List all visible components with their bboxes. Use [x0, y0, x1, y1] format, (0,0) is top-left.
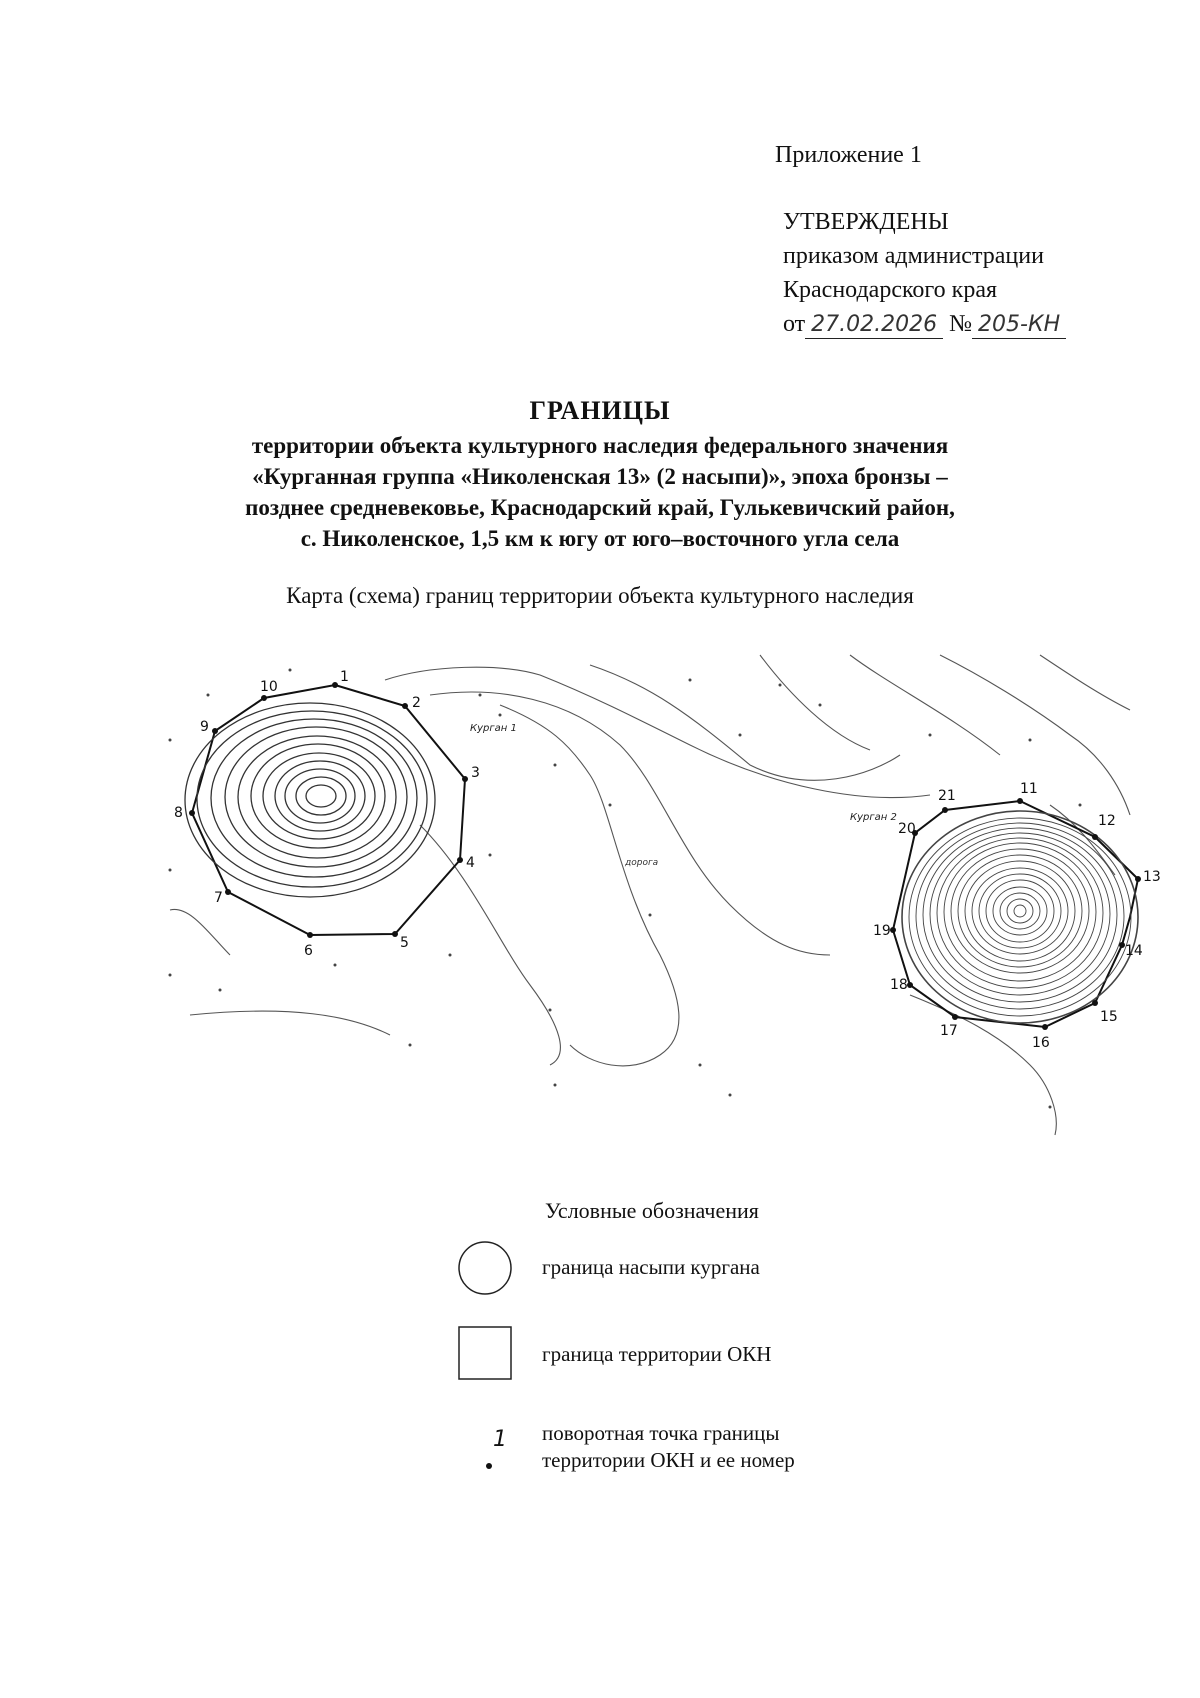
- mound-1: [174, 669, 517, 959]
- point-label: 1: [340, 669, 349, 685]
- circle-icon: [455, 1238, 515, 1298]
- handwritten-number: 205-КН: [972, 312, 1066, 339]
- approved-by-line1: приказом администрации: [783, 243, 1044, 269]
- legend-text: граница насыпи кургана: [542, 1255, 760, 1279]
- point-label: 21: [938, 788, 956, 804]
- square-icon: [455, 1323, 515, 1383]
- document-subtitle: [150, 430, 1050, 554]
- mound-1-label: Курган 1: [470, 723, 517, 734]
- point-label: 11: [1020, 781, 1038, 797]
- point-label: 15: [1100, 1009, 1118, 1025]
- document-heading: [150, 396, 1050, 554]
- point-label: 6: [304, 943, 313, 959]
- legend-text-line: поворотная точка границы: [542, 1421, 780, 1445]
- point-label: 13: [1143, 869, 1161, 885]
- mound-2-contours: [902, 811, 1138, 1023]
- appendix-label: Приложение 1: [775, 142, 922, 168]
- point-label: 16: [1032, 1035, 1050, 1051]
- mound-1-contours: [185, 703, 435, 897]
- approval-block: [783, 205, 1066, 341]
- point-label: 19: [873, 923, 891, 939]
- point-label: 8: [174, 805, 183, 821]
- elevation-marks: [169, 669, 1082, 1109]
- point-label: 17: [940, 1023, 958, 1039]
- point-label: 7: [214, 890, 223, 906]
- road-label: дорога: [625, 858, 659, 868]
- boundary-map: [170, 655, 1161, 1135]
- point-label: 12: [1098, 813, 1116, 829]
- legend-text: [542, 1420, 795, 1474]
- point-label: 4: [466, 855, 475, 871]
- handwritten-date: 27.02.2026: [805, 312, 943, 339]
- approved-heading: УТВЕРЖДЕНЫ: [783, 209, 949, 235]
- point-label: 3: [471, 765, 480, 781]
- approval-date-number: [783, 307, 1066, 341]
- okn-boundary-1: [192, 685, 465, 935]
- legend-text-line: территории ОКН и ее номер: [542, 1448, 795, 1472]
- point-label: 20: [898, 821, 916, 837]
- mound-2-label: Курган 2: [850, 812, 897, 823]
- subtitle-line: позднее средневековье, Краснодарский край, Гулькевичский район,: [245, 495, 955, 520]
- point-icon: [455, 1418, 515, 1478]
- map-caption: Карта (схема) границ территории объекта культурного наследия: [286, 583, 914, 608]
- point-marker: 1: [493, 1427, 507, 1452]
- point-label: 18: [890, 977, 908, 993]
- legend-title: Условные обозначения: [545, 1198, 759, 1223]
- number-prefix: №: [949, 311, 973, 337]
- approved-by-line2: Краснодарского края: [783, 277, 998, 303]
- point-label: 2: [412, 695, 421, 711]
- point-label: 10: [260, 679, 278, 695]
- document-title: ГРАНИЦЫ: [529, 396, 671, 425]
- date-prefix: от: [783, 311, 806, 337]
- point-label: 9: [200, 719, 209, 735]
- subtitle-line: «Курганная группа «Николенская 13» (2 насыпи)», эпоха бронзы –: [252, 464, 948, 489]
- point-label: 5: [400, 935, 409, 951]
- point-label: 14: [1125, 943, 1143, 959]
- subtitle-line: с. Николенское, 1,5 км к югу от юго–восточного угла села: [300, 526, 900, 551]
- legend-text: граница территории ОКН: [542, 1342, 772, 1366]
- mound-2: [850, 781, 1161, 1051]
- subtitle-line: территории объекта культурного наследия федерального значения: [251, 433, 949, 458]
